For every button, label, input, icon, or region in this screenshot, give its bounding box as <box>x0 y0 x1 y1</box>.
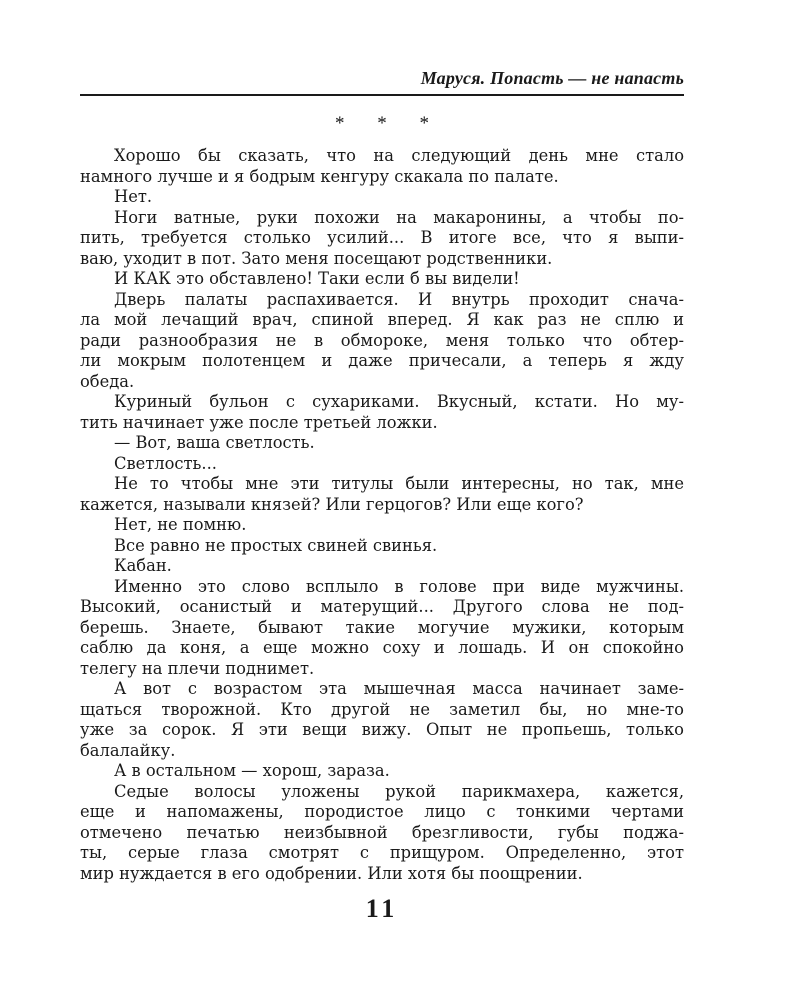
text-line: берешь. Знаете, бывают такие могучие мужики, которым <box>80 617 684 637</box>
text-line: телегу на плечи поднимет. <box>80 658 315 678</box>
text-line: ради разнообразия не в обмороке, меня только что обтер- <box>80 330 684 350</box>
text-line: Дверь палаты распахивается. И внутрь проходит снача- <box>114 289 684 309</box>
text-line: ли мокрым полотенцем и даже причесали, а теперь я жду <box>80 351 684 370</box>
text-line: мир нуждается в его одобрении. Или хотя бы поощрении. <box>80 863 583 883</box>
text-line: ла мой лечащий врач, спиной вперед. Я как раз не сплю и <box>80 310 684 329</box>
text-line: Кабан. <box>114 556 172 575</box>
text-line: отмечено печатью неизбывной брезгливости, губы поджа- <box>80 822 684 842</box>
text-line: ваю, уходит в пот. Зато меня посещают родственники. <box>80 248 553 268</box>
text-line: Высокий, осанистый и матерущий... Другого слова не под- <box>80 597 684 616</box>
text-line: Светлость... <box>114 453 217 473</box>
text-line: саблю да коня, а еще можно соху и лошадь. И он спокойно <box>80 638 684 657</box>
text-line: балалайку. <box>80 740 176 760</box>
text-line: еще и напомажены, породистое лицо с тонкими чертами <box>80 802 684 821</box>
text-line: пить, требуется столько усилий... В итоге все, что я выпи- <box>80 228 684 247</box>
text-line: ты, серые глаза смотрят с прищуром. Определенно, этот <box>80 843 684 862</box>
text-line: Все равно не простых свиней свинья. <box>114 535 438 555</box>
section-break-asterisks: * * * <box>335 113 443 134</box>
text-line: уже за сорок. Я эти вещи вижу. Опыт не пропьешь, только <box>80 720 684 739</box>
text-line: Куриный бульон с сухариками. Вкусный, кстати. Но му- <box>114 392 684 411</box>
text-line: Нет. <box>114 187 153 206</box>
text-line: Хорошо бы сказать, что на следующий день мне стало <box>114 146 684 165</box>
page-number: 11 <box>365 894 399 923</box>
running-head-title: Маруся. Попасть — не напасть <box>420 68 684 88</box>
text-line: кажется, называли князей? Или герцогов? Или еще кого? <box>80 494 584 514</box>
text-line: намного лучше и я бодрым кенгуру скакала по палате. <box>80 166 559 186</box>
text-line: Не то чтобы мне эти титулы были интересны, но так, мне <box>114 474 684 493</box>
text-line: щаться творожной. Кто другой не заметил бы, но мне-то <box>80 699 684 719</box>
text-line: А вот с возрастом эта мышечная масса начинает заме- <box>114 679 684 698</box>
text-line: А в остальном — хорош, зараза. <box>114 761 390 780</box>
text-line: Седые волосы уложены рукой парикмахера, кажется, <box>114 781 684 801</box>
text-line: Ноги ватные, руки похожи на макаронины, а чтобы по- <box>114 207 684 227</box>
text-line: Именно это слово всплыло в голове при виде мужчины. <box>114 576 684 596</box>
text-line: тить начинает уже после третьей ложки. <box>80 412 438 432</box>
text-line: обеда. <box>80 371 135 391</box>
text-line: И КАК это обставлено! Таки если б вы видели! <box>114 269 520 288</box>
text-line: — Вот, ваша светлость. <box>114 433 315 452</box>
header-rule <box>80 94 684 96</box>
body-text <box>80 146 684 884</box>
text-line: Нет, не помню. <box>114 515 247 534</box>
